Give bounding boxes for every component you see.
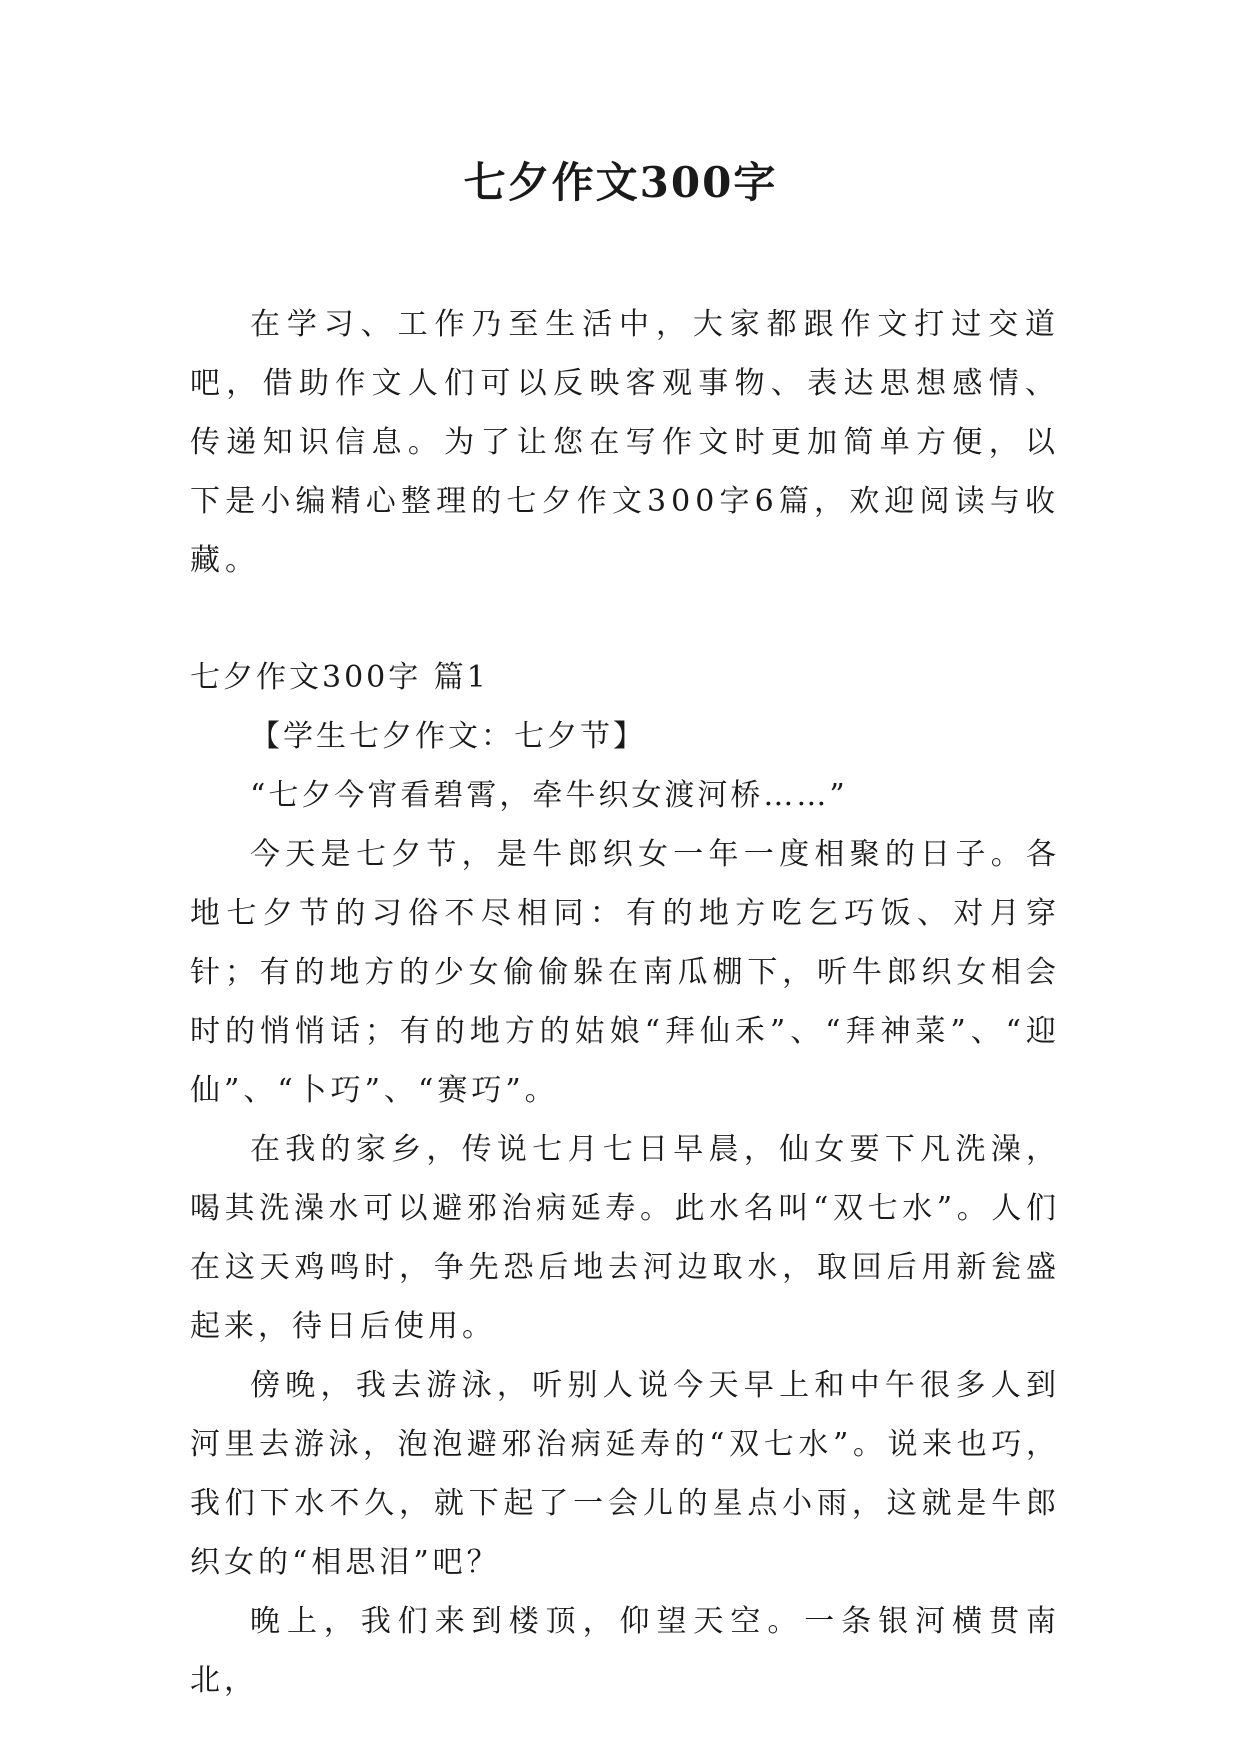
document-body (190, 295, 1060, 1710)
opening-quote: “七夕今宵看碧霄，牵牛织女渡河桥……” (250, 778, 848, 813)
body-paragraph-customs: 今天是七夕节，是牛郎织女一年一度相聚的日子。各地七夕节的习俗不尽相同：有的地方吃乞巧饭、对月穿针；有的地方的少女偷偷躲在南瓜棚下，听牛郎织女相会时的悄悄话；有的地方的姑娘“拜仙禾”、“拜神菜”、“迎仙”、“卜巧”、“赛巧”。 (190, 837, 1060, 1108)
body-paragraph-hometown: 在我的家乡，传说七月七日早晨，仙女要下凡洗澡，喝其洗澡水可以避邪治病延寿。此水名叫“双七水”。人们在这天鸡鸣时，争先恐后地去河边取水，取回后用新瓮盛起来，待日后使用。 (190, 1132, 1060, 1344)
document-title: 七夕作文300字 (463, 158, 778, 207)
essay-subtitle: 【学生七夕作文：七夕节】 (250, 719, 646, 754)
body-paragraph-evening: 傍晚，我去游泳，听别人说今天早上和中午很多人到河里去游泳，泡泡避邪治病延寿的“双七水”。说来也巧，我们下水不久，就下起了一会儿的星点小雨，这就是牛郎织女的“相思泪”吧？ (190, 1368, 1060, 1580)
section-heading: 七夕作文300字 篇1 (190, 660, 489, 695)
body-paragraph-night: 晚上，我们来到楼顶，仰望天空。一条银河横贯南北， (190, 1604, 1060, 1698)
intro-paragraph: 在学习、工作乃至生活中，大家都跟作文打过交道吧，借助作文人们可以反映客观事物、表达思想感情、传递知识信息。为了让您在写作文时更加简单方便，以下是小编精心整理的七夕作文300字6篇，欢迎阅读与收藏。 (190, 307, 1060, 578)
